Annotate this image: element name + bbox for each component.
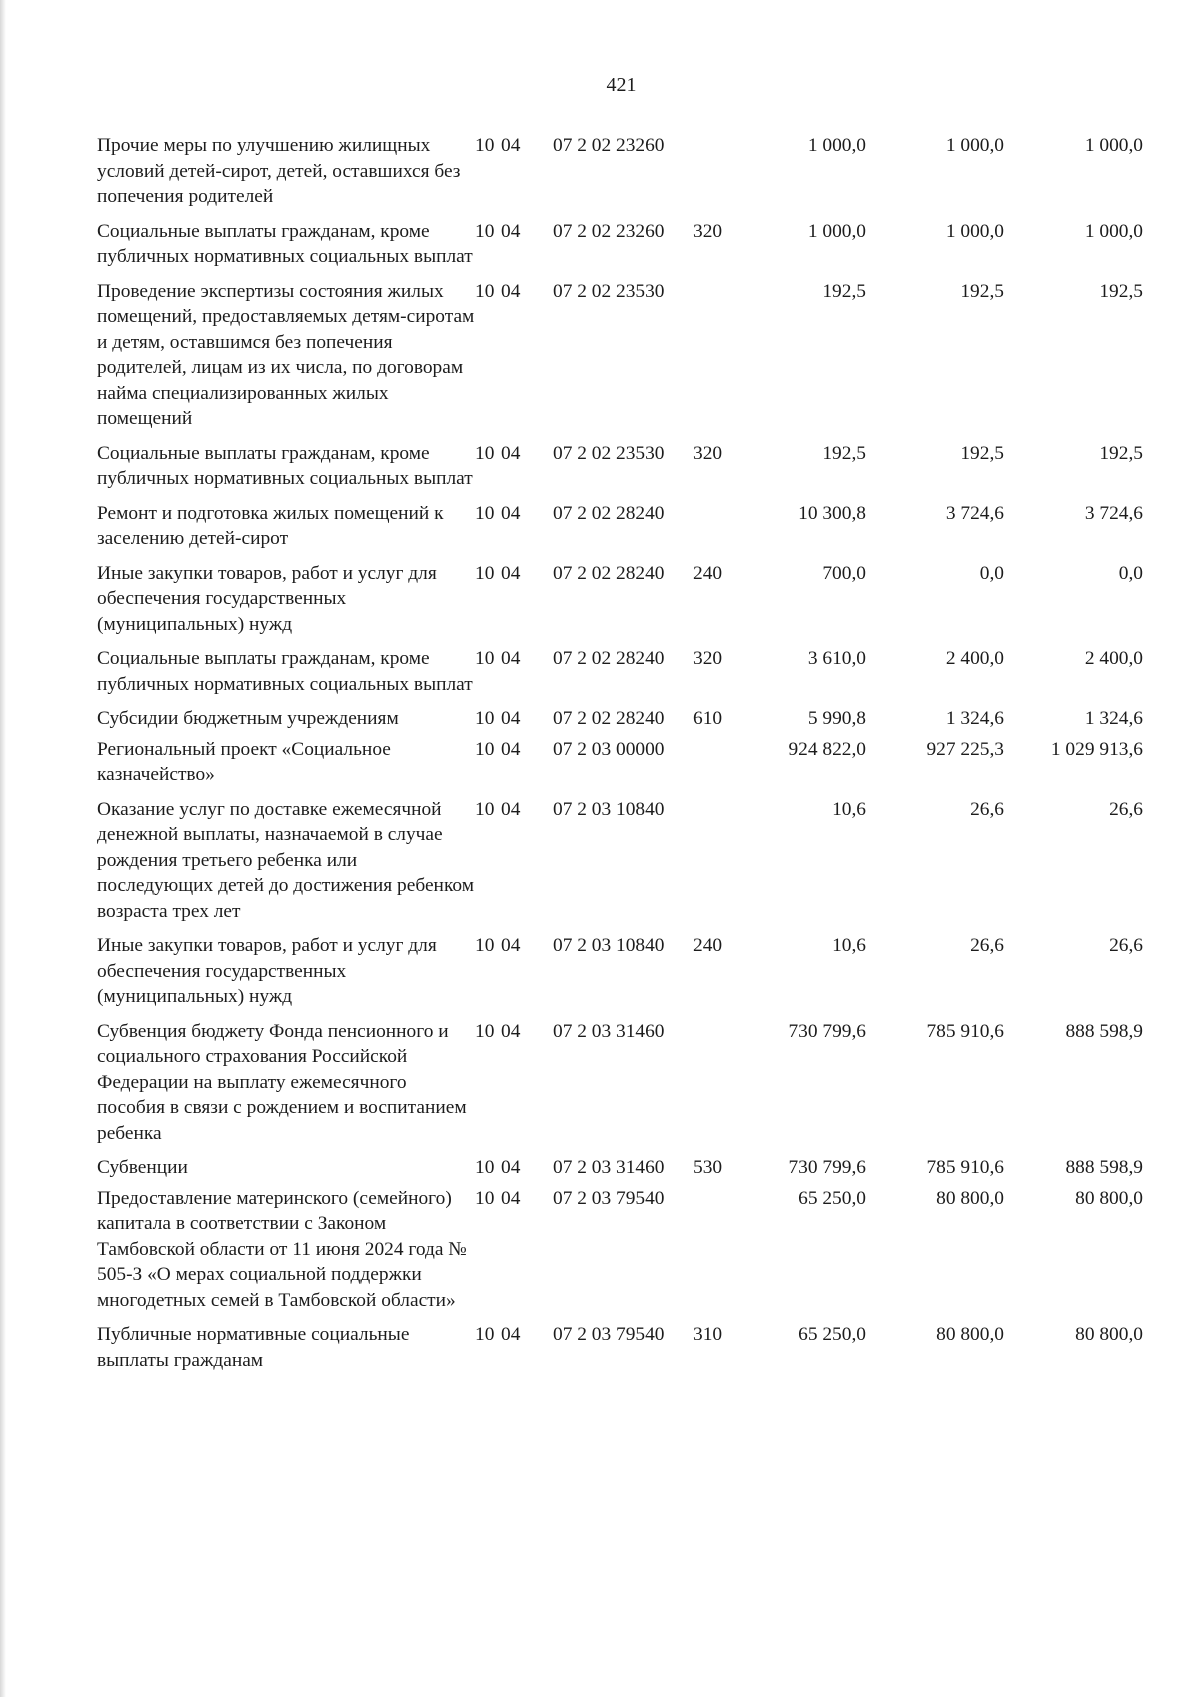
row-amount-2: 192,5	[960, 280, 1004, 302]
row-section: 10	[475, 738, 495, 760]
table-row	[97, 1322, 1143, 1382]
row-name: Субсидии бюджетным учреждениям	[97, 708, 399, 729]
row-target-article: 07 2 02 28240	[553, 562, 665, 584]
row-amount-1: 924 822,0	[788, 738, 866, 760]
row-target-article: 07 2 02 28240	[553, 502, 665, 524]
row-name: Ремонт и подготовка жилых помещений к заселению детей-сирот	[97, 502, 444, 549]
row-amount-1: 65 250,0	[798, 1324, 866, 1345]
row-expense-type: 530	[693, 1157, 723, 1178]
row-target-article: 07 2 03 79540	[553, 1324, 665, 1345]
row-subsection: 04	[501, 1020, 521, 1042]
row-subsection: 04	[501, 220, 521, 242]
table-row	[97, 646, 1143, 706]
row-amount-2: 80 800,0	[936, 1187, 1004, 1209]
row-target-article: 07 2 02 28240	[553, 708, 665, 729]
row-name: Проведение экспертизы состояния жилых помещений, предоставляемых детям-сиротам и детям, оставшимся без попечения родителей, лицам из их числа, по договорам найма специализированных жилых помещений	[97, 280, 475, 429]
row-subsection: 04	[501, 1324, 521, 1345]
row-section: 10	[475, 1187, 495, 1209]
row-name: Субвенции	[97, 1157, 188, 1178]
row-amount-3: 1 000,0	[1084, 220, 1143, 242]
row-amount-1: 192,5	[822, 442, 866, 464]
row-section: 10	[475, 648, 495, 669]
row-amount-2: 785 910,6	[926, 1020, 1004, 1042]
row-subsection: 04	[501, 798, 521, 820]
row-expense-type	[693, 1186, 745, 1323]
row-section: 10	[475, 935, 495, 956]
row-name: Региональный проект «Социальное казначейство»	[97, 738, 391, 785]
row-section: 10	[475, 280, 495, 302]
table-row	[97, 737, 1143, 797]
row-subsection: 04	[501, 935, 521, 956]
row-target-article: 07 2 02 23530	[553, 280, 665, 302]
row-section: 10	[475, 1020, 495, 1042]
row-amount-2: 80 800,0	[936, 1324, 1004, 1345]
row-amount-1: 10,6	[832, 798, 866, 820]
row-name: Социальные выплаты гражданам, кроме публичных нормативных социальных выплат	[97, 442, 473, 489]
row-expense-type	[693, 1019, 745, 1156]
row-expense-type: 240	[693, 935, 723, 956]
row-name: Социальные выплаты гражданам, кроме публичных нормативных социальных выплат	[97, 220, 473, 267]
row-amount-3: 26,6	[1109, 935, 1143, 956]
row-target-article: 07 2 02 23260	[553, 135, 665, 156]
row-section: 10	[475, 442, 495, 464]
row-amount-3: 1 324,6	[1084, 708, 1143, 729]
row-amount-2: 1 000,0	[945, 135, 1004, 156]
row-subsection: 04	[501, 135, 521, 156]
row-expense-type	[693, 279, 745, 441]
row-target-article: 07 2 02 23260	[553, 220, 665, 242]
row-subsection: 04	[501, 562, 521, 584]
row-name: Иные закупки товаров, работ и услуг для обеспечения государственных (муниципальных) нужд	[97, 562, 437, 635]
row-amount-3: 0,0	[1118, 562, 1143, 584]
row-subsection: 04	[501, 442, 521, 464]
row-subsection: 04	[501, 1187, 521, 1209]
row-subsection: 04	[501, 648, 521, 669]
row-section: 10	[475, 220, 495, 242]
row-section: 10	[475, 135, 495, 156]
row-amount-2: 3 724,6	[945, 502, 1004, 524]
row-name: Прочие меры по улучшению жилищных условий детей-сирот, детей, оставшихся без попечения родителей	[97, 135, 461, 207]
scan-edge-shadow	[0, 0, 6, 1697]
row-expense-type: 320	[693, 648, 723, 669]
table-row	[97, 1186, 1143, 1323]
row-amount-3: 2 400,0	[1084, 648, 1143, 669]
table-row	[97, 797, 1143, 934]
row-amount-3: 26,6	[1109, 798, 1143, 820]
row-amount-3: 3 724,6	[1084, 502, 1143, 524]
table-row	[97, 1155, 1143, 1186]
row-section: 10	[475, 1157, 495, 1178]
table-row	[97, 706, 1143, 737]
row-target-article: 07 2 03 79540	[553, 1187, 665, 1209]
row-expense-type: 320	[693, 220, 723, 242]
row-subsection: 04	[501, 280, 521, 302]
row-amount-3: 192,5	[1099, 280, 1143, 302]
row-amount-2: 26,6	[970, 935, 1004, 956]
row-name: Предоставление материнского (семейного) капитала в соответствии с Законом Тамбовской области от 11 июня 2024 года № 505-З «О мерах социальной поддержки многодетных семей в Тамбовской области»	[97, 1187, 467, 1311]
row-target-article: 07 2 02 23530	[553, 442, 665, 464]
row-expense-type	[693, 797, 745, 934]
table-row	[97, 933, 1143, 1019]
row-subsection: 04	[501, 738, 521, 760]
row-amount-3: 1 000,0	[1084, 135, 1143, 156]
row-amount-1: 10,6	[832, 935, 866, 956]
row-amount-1: 192,5	[822, 280, 866, 302]
row-target-article: 07 2 03 10840	[553, 935, 665, 956]
row-amount-2: 0,0	[979, 562, 1004, 584]
row-name: Социальные выплаты гражданам, кроме публичных нормативных социальных выплат	[97, 648, 473, 695]
table-row	[97, 1019, 1143, 1156]
row-amount-2: 1 000,0	[945, 220, 1004, 242]
row-subsection: 04	[501, 1157, 521, 1178]
row-amount-1: 730 799,6	[788, 1020, 866, 1042]
row-amount-2: 1 324,6	[945, 708, 1004, 729]
row-expense-type	[693, 501, 745, 561]
row-amount-2: 192,5	[960, 442, 1004, 464]
row-name: Субвенция бюджету Фонда пенсионного и социального страхования Российской Федерации на выплату ежемесячного пособия в связи с рождением и воспитанием ребенка	[97, 1020, 467, 1144]
table-row	[97, 219, 1143, 279]
row-subsection: 04	[501, 708, 521, 729]
row-amount-3: 192,5	[1099, 442, 1143, 464]
row-amount-3: 888 598,9	[1065, 1020, 1143, 1042]
row-amount-3: 80 800,0	[1075, 1324, 1143, 1345]
row-amount-2: 26,6	[970, 798, 1004, 820]
row-expense-type: 610	[693, 708, 723, 729]
budget-table-body	[97, 133, 1143, 1382]
row-amount-2: 927 225,3	[926, 738, 1004, 760]
row-amount-1: 65 250,0	[798, 1187, 866, 1209]
row-section: 10	[475, 562, 495, 584]
row-amount-2: 2 400,0	[945, 648, 1004, 669]
row-target-article: 07 2 03 00000	[553, 738, 665, 760]
table-row	[97, 501, 1143, 561]
row-name: Иные закупки товаров, работ и услуг для обеспечения государственных (муниципальных) нужд	[97, 935, 437, 1007]
table-row	[97, 133, 1143, 219]
row-amount-3: 888 598,9	[1065, 1157, 1143, 1178]
row-target-article: 07 2 03 31460	[553, 1020, 665, 1042]
row-target-article: 07 2 02 28240	[553, 648, 665, 669]
row-amount-1: 1 000,0	[807, 220, 866, 242]
row-section: 10	[475, 708, 495, 729]
row-target-article: 07 2 03 10840	[553, 798, 665, 820]
row-section: 10	[475, 798, 495, 820]
row-amount-1: 3 610,0	[807, 648, 866, 669]
table-row	[97, 561, 1143, 647]
table-row	[97, 441, 1143, 501]
row-expense-type: 240	[693, 562, 723, 584]
row-target-article: 07 2 03 31460	[553, 1157, 665, 1178]
row-amount-3: 1 029 913,6	[1050, 738, 1143, 760]
row-section: 10	[475, 1324, 495, 1345]
row-amount-1: 5 990,8	[807, 708, 866, 729]
row-name: Публичные нормативные социальные выплаты гражданам	[97, 1324, 410, 1371]
row-name: Оказание услуг по доставке ежемесячной денежной выплаты, назначаемой в случае рождения третьего ребенка или последующих детей до достижения ребенком возраста трех лет	[97, 798, 474, 922]
row-amount-1: 10 300,8	[798, 502, 866, 524]
row-amount-1: 700,0	[822, 562, 866, 584]
row-amount-1: 730 799,6	[788, 1157, 866, 1178]
table-row	[97, 279, 1143, 441]
row-expense-type: 320	[693, 442, 723, 464]
row-amount-2: 785 910,6	[926, 1157, 1004, 1178]
row-subsection: 04	[501, 502, 521, 524]
row-expense-type: 310	[693, 1324, 723, 1345]
row-section: 10	[475, 502, 495, 524]
row-amount-1: 1 000,0	[807, 135, 866, 156]
row-amount-3: 80 800,0	[1075, 1187, 1143, 1209]
row-expense-type	[693, 737, 745, 797]
budget-table	[97, 133, 1143, 1382]
row-expense-type	[693, 133, 745, 219]
page-number: 421	[606, 74, 637, 96]
